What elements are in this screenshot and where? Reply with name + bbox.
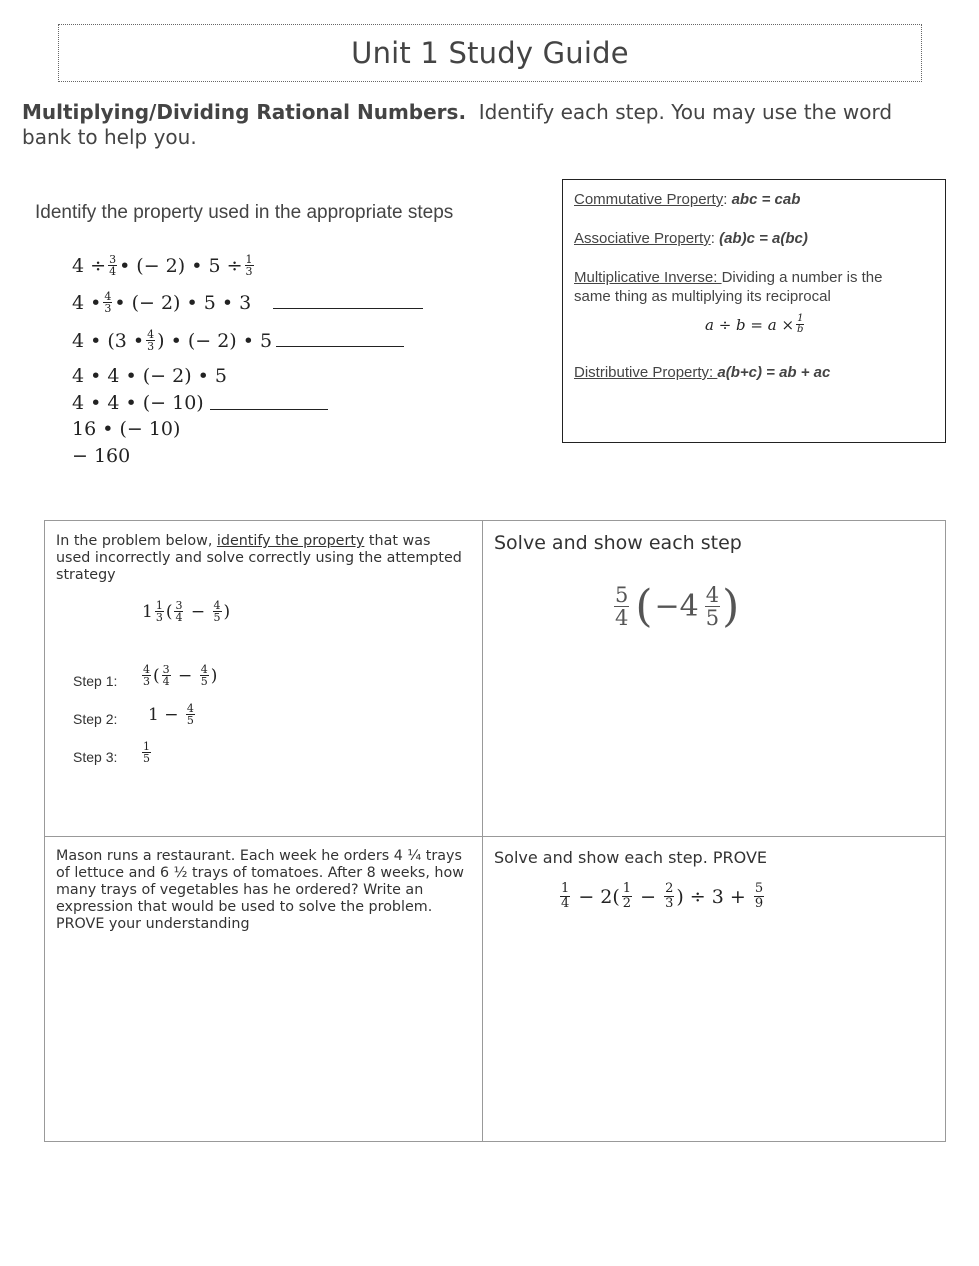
fraction <box>245 254 254 277</box>
intro-paragraph <box>22 100 922 150</box>
grid-divider-vertical <box>482 520 483 1141</box>
denominator: 3 <box>245 265 253 278</box>
denominator: 5 <box>705 606 720 630</box>
math-text: 4 • 4 • (− 10) <box>72 392 204 414</box>
denominator: 5 <box>200 675 208 688</box>
formula-text: a ÷ b = a × <box>705 315 795 334</box>
close-paren: ) <box>722 580 740 632</box>
distributive-formula: a(b+c) = ab + ac <box>717 364 831 381</box>
answer-blank[interactable] <box>276 334 404 347</box>
fraction <box>560 882 570 911</box>
property-heading: Identify the property used in the appropriate steps <box>35 202 454 223</box>
fraction <box>155 600 164 623</box>
distributive-entry <box>574 364 830 381</box>
denominator: 3 <box>665 896 674 911</box>
fraction <box>754 882 764 911</box>
numerator: 3 <box>162 663 170 676</box>
prompt-text: In the problem below, <box>56 533 217 549</box>
math-text: − 2( <box>572 885 620 908</box>
numerator: 4 <box>143 663 150 676</box>
distributive-label: Distributive Property: <box>574 364 718 381</box>
math-line-3 <box>72 329 404 352</box>
math-text: ( <box>165 601 173 622</box>
associative-entry: Associative Property: (ab)c = a(bc) <box>574 230 808 247</box>
denominator: 4 <box>175 611 183 624</box>
math-text: 4 • (3 • <box>72 329 145 352</box>
open-paren: ( <box>635 580 653 632</box>
numerator: 4 <box>705 583 720 607</box>
math-text: −4 <box>654 589 699 624</box>
numerator: 1 <box>561 881 570 896</box>
numerator: 3 <box>175 599 183 612</box>
numerator: 1 <box>245 253 253 266</box>
denominator: 9 <box>754 896 764 911</box>
inverse-text-2: same thing as multiplying its reciprocal <box>574 288 831 305</box>
numerator: 5 <box>615 583 629 607</box>
fraction <box>174 600 183 623</box>
fraction <box>186 703 195 726</box>
numerator: 3 <box>109 253 117 266</box>
fraction <box>146 329 155 352</box>
math-line-1 <box>72 254 256 277</box>
numerator: 4 <box>186 702 194 715</box>
math-line-2 <box>72 291 423 314</box>
math-line-5 <box>72 392 328 414</box>
math-text: 1 <box>142 601 153 622</box>
numerator: 4 <box>104 290 112 303</box>
word-problem-text: Mason runs a restaurant. Each week he orders 4 ¼ trays of lettuce and 6 ½ trays of tomatoes. After 8 weeks, how many trays of vegetables has he ordered? Write an expression that would be used to solve the problem. PROVE your understanding <box>56 848 464 932</box>
inverse-text-1: Dividing a number is the <box>721 269 883 286</box>
commutative-label: Commutative Property <box>574 191 724 208</box>
associative-formula: (ab)c = a(bc) <box>719 230 808 247</box>
title-box <box>58 24 922 82</box>
fraction <box>142 664 151 687</box>
numerator: 5 <box>754 881 764 896</box>
fraction <box>796 314 804 335</box>
top-left-prompt <box>56 533 468 584</box>
denominator: 4 <box>561 896 570 911</box>
math-line-4 <box>72 365 227 387</box>
fraction <box>705 584 720 629</box>
numerator: 1 <box>143 740 150 753</box>
math-text: − <box>185 601 211 622</box>
math-text: − <box>634 885 663 908</box>
math-text: • (− 2) • 5 • 3 <box>114 291 252 314</box>
numerator: 1 <box>797 313 804 324</box>
math-text: 4 • <box>72 291 102 314</box>
fraction <box>108 254 117 277</box>
fraction <box>622 882 632 911</box>
math-text: ) <box>223 601 231 622</box>
fraction <box>213 600 222 623</box>
top-right-heading: Solve and show each step <box>494 532 742 554</box>
denominator: 3 <box>155 611 163 624</box>
denominator: 3 <box>143 675 150 688</box>
numerator: 4 <box>213 599 221 612</box>
fraction <box>103 291 112 314</box>
math-text: − <box>172 665 198 686</box>
denominator: 4 <box>109 265 117 278</box>
math-text: ) <box>210 665 218 686</box>
incorrect-expression <box>142 600 230 623</box>
denominator: 2 <box>622 896 632 911</box>
step-2-label: Step 2: <box>73 711 118 727</box>
denominator: 5 <box>213 611 221 624</box>
commutative-formula: abc = cab <box>731 191 801 208</box>
math-line-7 <box>72 445 130 467</box>
math-text: 4 ÷ <box>72 254 107 277</box>
step-3-label: Step 3: <box>73 749 118 765</box>
math-text: 16 • (− 10) <box>72 418 181 440</box>
math-text: − 160 <box>72 445 131 467</box>
step-3-expression <box>140 741 153 764</box>
fraction <box>200 664 209 687</box>
section-instructions: Identify each step. You may use the word bank to help you. <box>22 100 893 149</box>
section-title: Multiplying/Dividing Rational Numbers. <box>22 100 467 124</box>
order-of-operations-expression <box>558 882 766 911</box>
numerator: 1 <box>155 599 163 612</box>
step-1-expression <box>140 664 217 687</box>
numerator: 1 <box>622 881 632 896</box>
inverse-label: Multiplicative Inverse: <box>574 269 722 286</box>
numerator: 4 <box>200 663 208 676</box>
denominator: 5 <box>143 752 150 765</box>
math-text: ) ÷ 3 + <box>676 885 752 908</box>
denominator: 3 <box>147 340 155 353</box>
step-1-label: Step 1: <box>73 673 118 689</box>
math-text: • (− 2) • 5 ÷ <box>119 254 243 277</box>
fraction <box>664 882 674 911</box>
math-text: ) • (− 2) • 5 <box>157 329 273 352</box>
inverse-formula <box>705 314 806 335</box>
word-bank <box>562 179 946 443</box>
identify-property-underline: identify the property <box>216 533 365 549</box>
fraction <box>142 741 151 764</box>
numerator: 2 <box>665 881 674 896</box>
step-2-expression <box>148 703 197 726</box>
mixed-number-expression <box>614 580 740 632</box>
math-line-6 <box>72 418 180 440</box>
numerator: 4 <box>147 328 155 341</box>
commutative-entry: Commutative Property: abc = cab <box>574 191 801 208</box>
fraction <box>162 664 171 687</box>
denominator: 3 <box>104 302 112 315</box>
denominator: 4 <box>162 675 170 688</box>
prompt-text: that was used incorrectly and solve correctly using the attempted strategy <box>56 533 462 583</box>
denominator: b <box>797 324 804 335</box>
math-text: ( <box>153 665 160 686</box>
answer-blank[interactable] <box>210 397 328 410</box>
bottom-right-heading: Solve and show each step. PROVE <box>494 848 767 867</box>
math-text: 1 − <box>148 704 184 725</box>
denominator: 5 <box>186 714 194 727</box>
answer-blank[interactable] <box>273 296 423 309</box>
associative-label: Associative Property <box>574 230 711 247</box>
inverse-entry <box>574 268 924 306</box>
denominator: 4 <box>615 606 629 630</box>
fraction <box>614 584 629 629</box>
page-title: Unit 1 Study Guide <box>351 36 629 70</box>
math-text: 4 • 4 • (− 2) • 5 <box>72 365 227 387</box>
grid-divider-horizontal <box>44 836 945 837</box>
